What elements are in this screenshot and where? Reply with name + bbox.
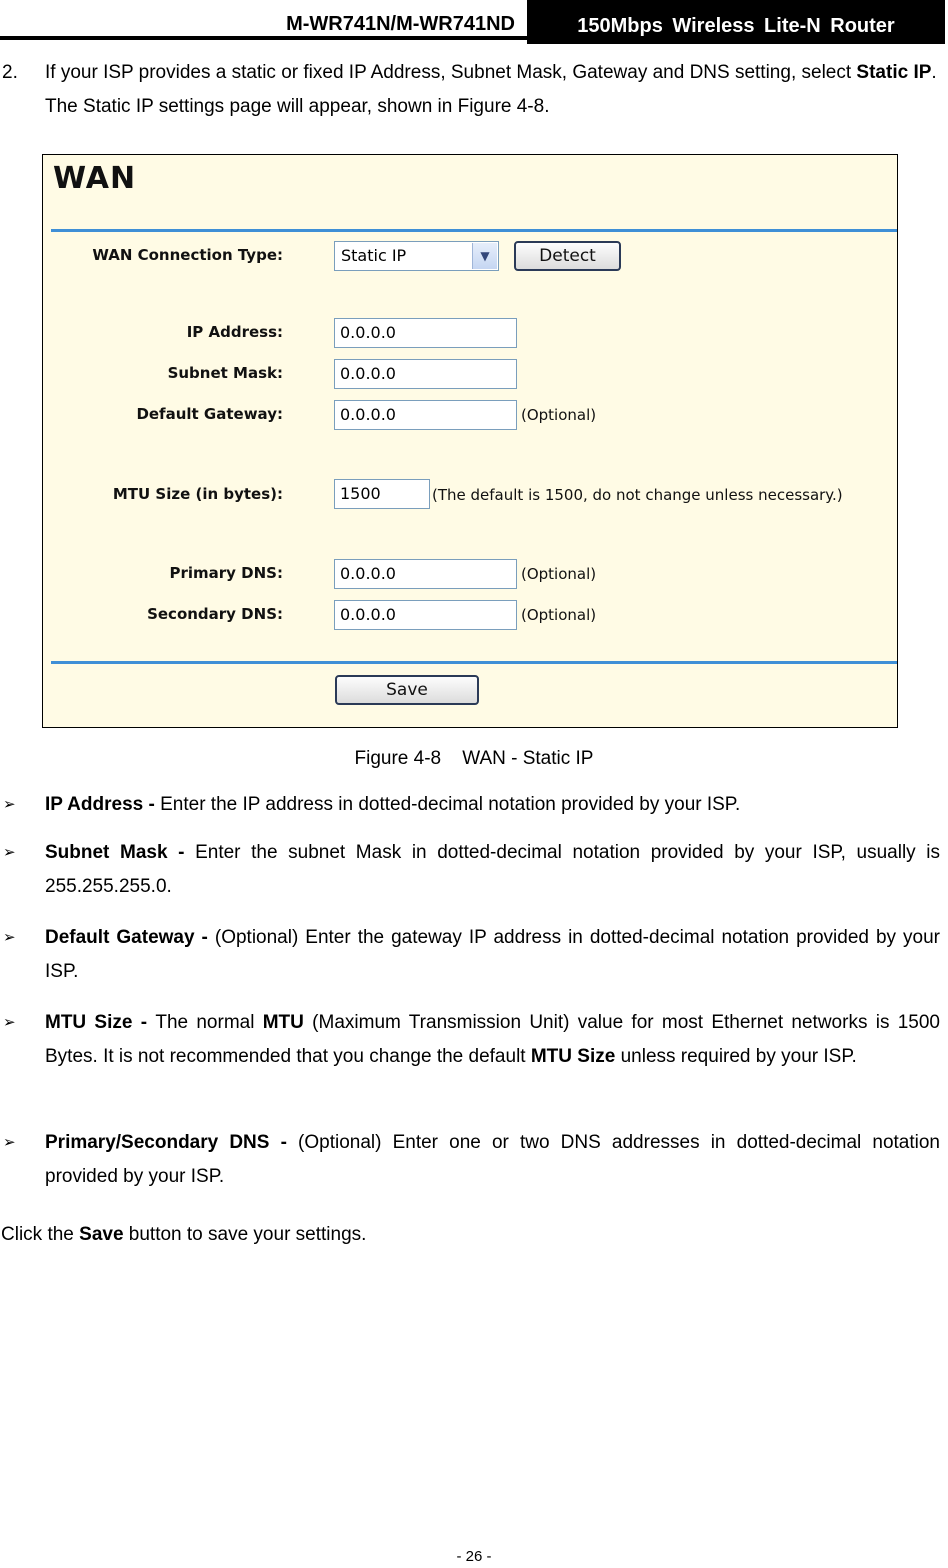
primary-dns-input[interactable]: 0.0.0.0 [334, 559, 517, 589]
page-header [0, 0, 948, 44]
bullet-subnet-mask: Subnet Mask - Enter the subnet Mask in dotted-decimal notation provided by your ISP, usually is 255.255.255.0. [45, 842, 940, 897]
save-button[interactable]: Save [335, 675, 479, 705]
step-number: 2. [2, 62, 18, 83]
bullet-icon: ➢ [3, 844, 16, 861]
page-number: - 26 - [456, 1548, 492, 1565]
divider-bottom [51, 661, 897, 664]
intro-paragraph: If your ISP provides a static or fixed IP Address, Subnet Mask, Gateway and DNS setting, select Static IP. The Static IP settings page will appear, shown in Figure 4-8. [45, 62, 937, 117]
primary-dns-label: Primary DNS: [169, 564, 283, 582]
connection-type-label: WAN Connection Type: [92, 246, 283, 264]
ip-address-label: IP Address: [186, 323, 283, 341]
bullet-mtu-size: MTU Size - The normal MTU (Maximum Transmission Unit) value for most Ethernet networks is 1500 Bytes. It is not recommended that you change the default MTU Size unless required by your ISP. [45, 1012, 940, 1067]
bullet-default-gateway: Default Gateway - (Optional) Enter the gateway IP address in dotted-decimal notation provided by your ISP. [45, 927, 940, 982]
divider-top [51, 229, 897, 232]
subnet-mask-label: Subnet Mask: [167, 364, 283, 382]
closing-paragraph: Click the Save button to save your settings. [1, 1224, 367, 1245]
bullet-icon: ➢ [3, 796, 16, 813]
secondary-dns-label: Secondary DNS: [147, 605, 283, 623]
model-name: M-WR741N/M-WR741ND [0, 0, 527, 40]
gateway-input[interactable]: 0.0.0.0 [334, 400, 517, 430]
mtu-input[interactable]: 1500 [334, 479, 430, 509]
figure-caption: Figure 4-8 WAN - Static IP [354, 748, 594, 769]
bullet-ip-address: IP Address - Enter the IP address in dotted-decimal notation provided by your ISP. [45, 794, 741, 815]
connection-type-value: Static IP [341, 246, 407, 265]
secondary-dns-input[interactable]: 0.0.0.0 [334, 600, 517, 630]
wan-static-ip-figure [42, 154, 898, 728]
detect-button[interactable]: Detect [514, 241, 621, 271]
primary-dns-note: (Optional) [521, 565, 597, 583]
gateway-note: (Optional) [521, 406, 597, 424]
subnet-mask-input[interactable]: 0.0.0.0 [334, 359, 517, 389]
bullet-icon: ➢ [3, 1134, 16, 1151]
bullet-icon: ➢ [3, 1014, 16, 1031]
product-name: 150Mbps Wireless Lite-N Router [527, 0, 945, 44]
ip-address-input[interactable]: 0.0.0.0 [334, 318, 517, 348]
secondary-dns-note: (Optional) [521, 606, 597, 624]
chevron-down-icon: ▼ [472, 243, 497, 269]
mtu-note: (The default is 1500, do not change unless necessary.) [432, 486, 843, 504]
mtu-label: MTU Size (in bytes): [112, 485, 283, 503]
figure-title: WAN [53, 161, 137, 196]
bullet-icon: ➢ [3, 929, 16, 946]
gateway-label: Default Gateway: [136, 405, 283, 423]
bullet-dns: Primary/Secondary DNS - (Optional) Enter one or two DNS addresses in dotted-decimal notation provided by your ISP. [45, 1132, 940, 1187]
connection-type-select[interactable] [334, 241, 499, 271]
